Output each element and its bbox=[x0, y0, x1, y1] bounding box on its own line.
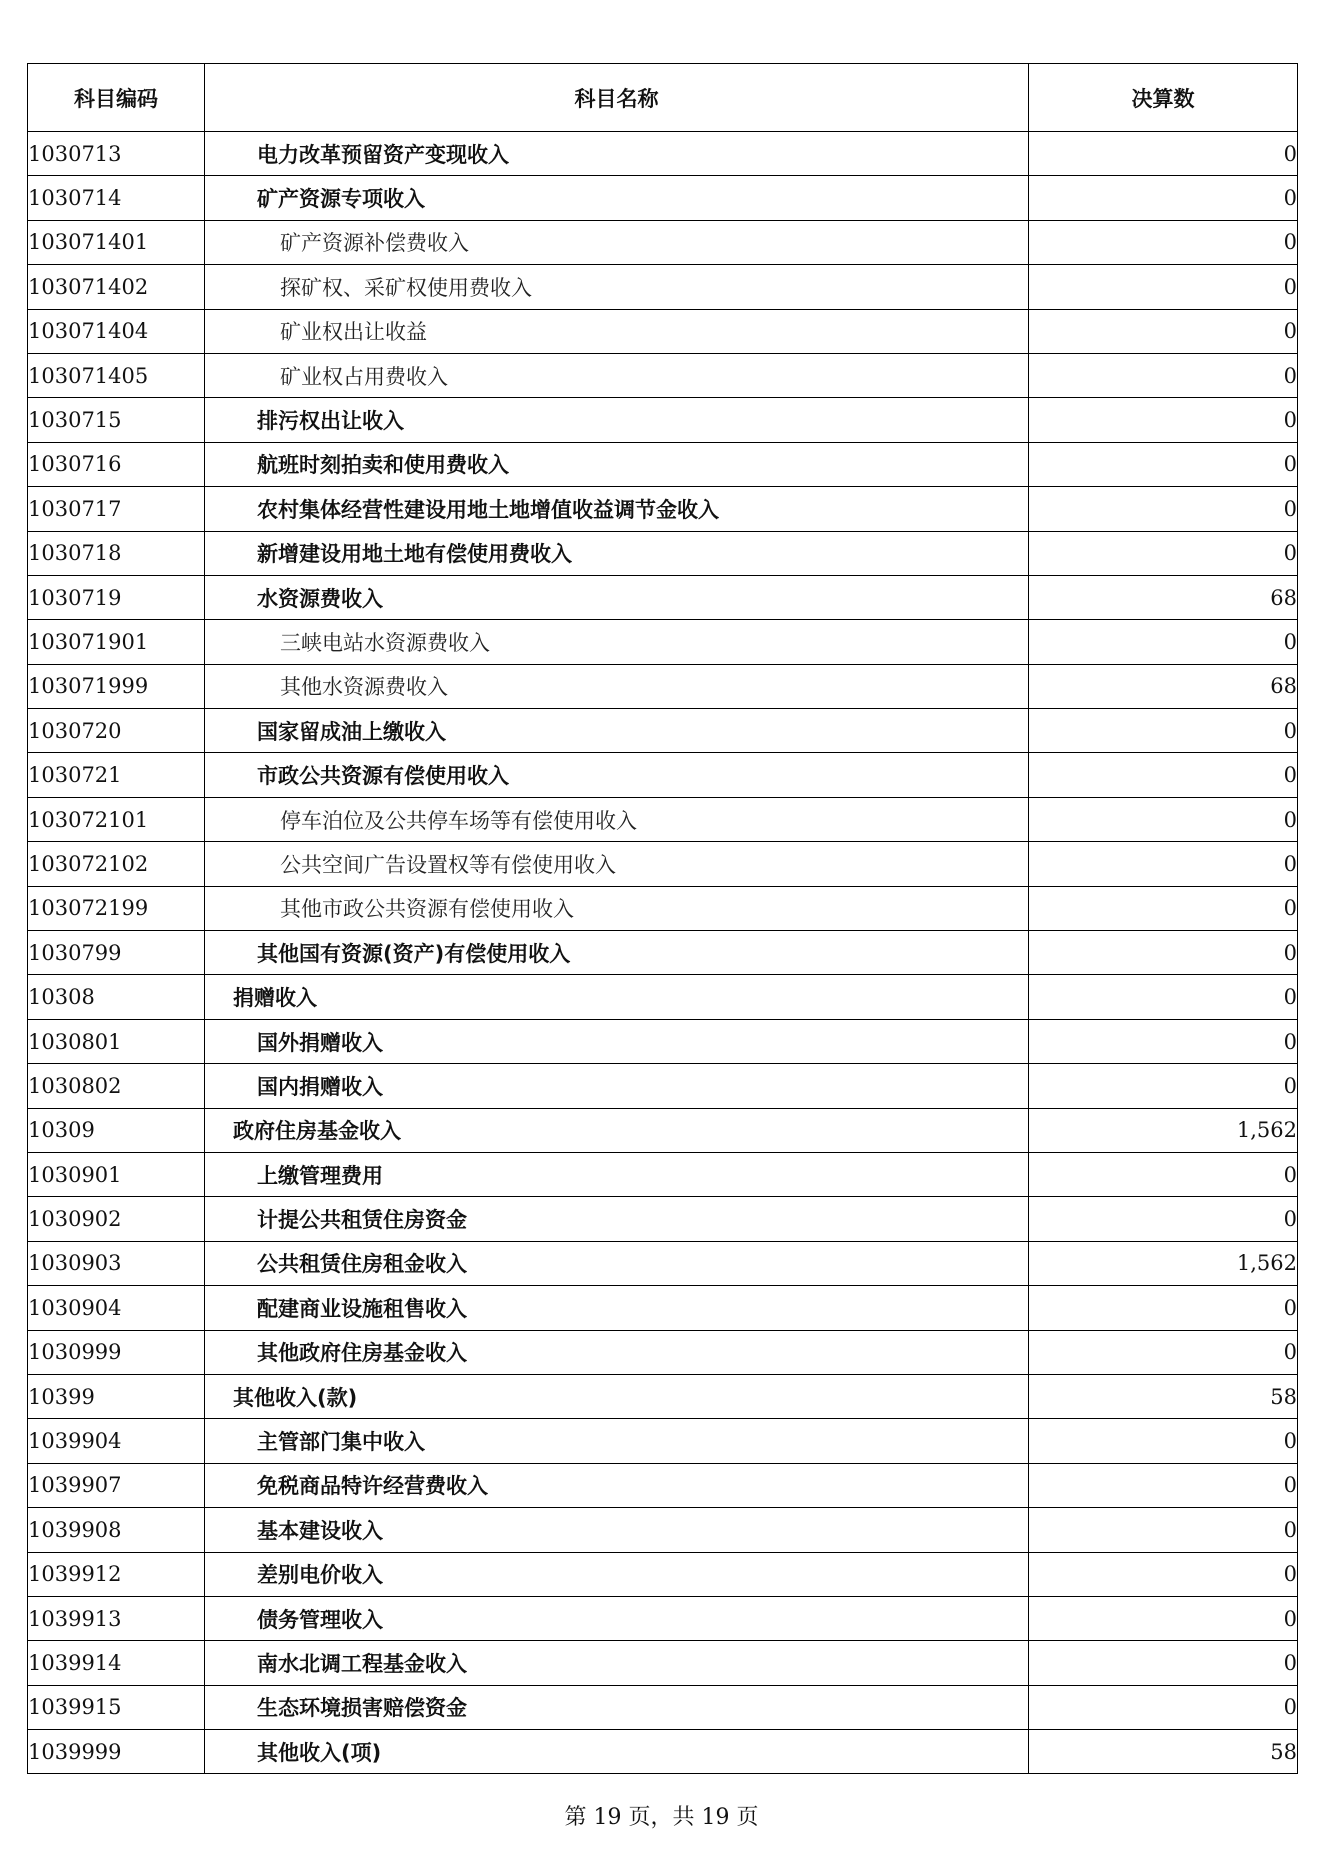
table-row bbox=[28, 709, 1298, 753]
subject-code: 1030904 bbox=[28, 1286, 205, 1330]
table-row bbox=[28, 886, 1298, 930]
subject-name: 公共空间广告设置权等有偿使用收入 bbox=[205, 842, 1029, 886]
subject-name: 矿业权出让收益 bbox=[205, 309, 1029, 353]
subject-name: 农村集体经营性建设用地土地增值收益调节金收入 bbox=[205, 487, 1029, 531]
final-amount: 0 bbox=[1029, 1019, 1298, 1063]
final-amount: 0 bbox=[1029, 398, 1298, 442]
table-row bbox=[28, 1508, 1298, 1552]
subject-code: 1030799 bbox=[28, 931, 205, 975]
final-amount: 0 bbox=[1029, 797, 1298, 841]
subject-code: 1039915 bbox=[28, 1685, 205, 1729]
final-amount: 0 bbox=[1029, 309, 1298, 353]
budget-table bbox=[27, 63, 1298, 1774]
subject-code: 1030999 bbox=[28, 1330, 205, 1374]
table-row bbox=[28, 842, 1298, 886]
table-row bbox=[28, 975, 1298, 1019]
table-row bbox=[28, 1641, 1298, 1685]
table-row bbox=[28, 176, 1298, 220]
table-row bbox=[28, 664, 1298, 708]
final-amount: 0 bbox=[1029, 1463, 1298, 1507]
final-amount: 0 bbox=[1029, 176, 1298, 220]
final-amount: 0 bbox=[1029, 709, 1298, 753]
subject-code: 103071401 bbox=[28, 220, 205, 264]
table-row bbox=[28, 1108, 1298, 1152]
final-amount: 0 bbox=[1029, 487, 1298, 531]
subject-name: 差别电价收入 bbox=[205, 1552, 1029, 1596]
final-amount: 0 bbox=[1029, 531, 1298, 575]
header-row bbox=[28, 64, 1298, 132]
subject-name: 其他收入(项) bbox=[205, 1730, 1029, 1774]
subject-name: 矿产资源专项收入 bbox=[205, 176, 1029, 220]
subject-code: 1030714 bbox=[28, 176, 205, 220]
final-amount: 0 bbox=[1029, 1596, 1298, 1640]
subject-code: 1030716 bbox=[28, 442, 205, 486]
final-amount: 0 bbox=[1029, 1508, 1298, 1552]
table-row bbox=[28, 1241, 1298, 1285]
table-row bbox=[28, 753, 1298, 797]
final-amount: 0 bbox=[1029, 353, 1298, 397]
subject-name: 三峡电站水资源费收入 bbox=[205, 620, 1029, 664]
subject-name: 政府住房基金收入 bbox=[205, 1108, 1029, 1152]
table-row bbox=[28, 1152, 1298, 1196]
table-row bbox=[28, 1197, 1298, 1241]
subject-code: 10309 bbox=[28, 1108, 205, 1152]
final-amount: 0 bbox=[1029, 842, 1298, 886]
subject-name: 国外捐赠收入 bbox=[205, 1019, 1029, 1063]
subject-name: 其他收入(款) bbox=[205, 1374, 1029, 1418]
table-row bbox=[28, 1596, 1298, 1640]
table-row bbox=[28, 309, 1298, 353]
subject-name: 停车泊位及公共停车场等有偿使用收入 bbox=[205, 797, 1029, 841]
subject-name: 矿业权占用费收入 bbox=[205, 353, 1029, 397]
table-row bbox=[28, 1552, 1298, 1596]
final-amount: 0 bbox=[1029, 1330, 1298, 1374]
final-amount: 68 bbox=[1029, 664, 1298, 708]
table-row bbox=[28, 353, 1298, 397]
table-row bbox=[28, 1419, 1298, 1463]
final-amount: 58 bbox=[1029, 1730, 1298, 1774]
subject-code: 1030901 bbox=[28, 1152, 205, 1196]
subject-name: 债务管理收入 bbox=[205, 1596, 1029, 1640]
table-row bbox=[28, 1064, 1298, 1108]
subject-code: 10399 bbox=[28, 1374, 205, 1418]
subject-code: 1030802 bbox=[28, 1064, 205, 1108]
subject-code: 1030717 bbox=[28, 487, 205, 531]
subject-code: 1039999 bbox=[28, 1730, 205, 1774]
final-amount: 0 bbox=[1029, 975, 1298, 1019]
subject-code: 1039913 bbox=[28, 1596, 205, 1640]
final-amount: 0 bbox=[1029, 1641, 1298, 1685]
subject-code: 103071901 bbox=[28, 620, 205, 664]
table-row bbox=[28, 931, 1298, 975]
final-amount: 0 bbox=[1029, 886, 1298, 930]
table-row bbox=[28, 220, 1298, 264]
subject-name: 国内捐赠收入 bbox=[205, 1064, 1029, 1108]
final-amount: 1,562 bbox=[1029, 1241, 1298, 1285]
subject-name: 水资源费收入 bbox=[205, 575, 1029, 619]
subject-code: 103071404 bbox=[28, 309, 205, 353]
subject-code: 1039914 bbox=[28, 1641, 205, 1685]
final-amount: 0 bbox=[1029, 265, 1298, 309]
final-amount: 0 bbox=[1029, 620, 1298, 664]
subject-name: 主管部门集中收入 bbox=[205, 1419, 1029, 1463]
subject-name: 免税商品特许经营费收入 bbox=[205, 1463, 1029, 1507]
table-row bbox=[28, 132, 1298, 176]
subject-code: 103072101 bbox=[28, 797, 205, 841]
table-row bbox=[28, 1374, 1298, 1418]
subject-name: 计提公共租赁住房资金 bbox=[205, 1197, 1029, 1241]
table-row bbox=[28, 487, 1298, 531]
final-amount: 58 bbox=[1029, 1374, 1298, 1418]
subject-code: 1030715 bbox=[28, 398, 205, 442]
final-amount: 0 bbox=[1029, 1064, 1298, 1108]
table-row bbox=[28, 531, 1298, 575]
subject-name: 基本建设收入 bbox=[205, 1508, 1029, 1552]
final-amount: 0 bbox=[1029, 1685, 1298, 1729]
final-amount: 1,562 bbox=[1029, 1108, 1298, 1152]
final-amount: 0 bbox=[1029, 132, 1298, 176]
subject-name: 公共租赁住房租金收入 bbox=[205, 1241, 1029, 1285]
subject-code: 1030801 bbox=[28, 1019, 205, 1063]
table-row bbox=[28, 1019, 1298, 1063]
table-row bbox=[28, 797, 1298, 841]
subject-code: 1039904 bbox=[28, 1419, 205, 1463]
final-amount: 0 bbox=[1029, 1197, 1298, 1241]
subject-code: 1030721 bbox=[28, 753, 205, 797]
subject-code: 103071405 bbox=[28, 353, 205, 397]
subject-code: 1039908 bbox=[28, 1508, 205, 1552]
subject-name: 其他国有资源(资产)有偿使用收入 bbox=[205, 931, 1029, 975]
final-amount: 0 bbox=[1029, 1286, 1298, 1330]
final-amount: 0 bbox=[1029, 1152, 1298, 1196]
table-row bbox=[28, 1730, 1298, 1774]
table-body bbox=[28, 132, 1298, 1774]
table-row bbox=[28, 398, 1298, 442]
subject-name: 电力改革预留资产变现收入 bbox=[205, 132, 1029, 176]
table-row bbox=[28, 1330, 1298, 1374]
subject-code: 103071999 bbox=[28, 664, 205, 708]
subject-name: 南水北调工程基金收入 bbox=[205, 1641, 1029, 1685]
subject-code: 103072199 bbox=[28, 886, 205, 930]
table-row bbox=[28, 1463, 1298, 1507]
table-row bbox=[28, 442, 1298, 486]
subject-name: 上缴管理费用 bbox=[205, 1152, 1029, 1196]
subject-name: 航班时刻拍卖和使用费收入 bbox=[205, 442, 1029, 486]
subject-code: 1030718 bbox=[28, 531, 205, 575]
subject-code: 103072102 bbox=[28, 842, 205, 886]
page-number: 第 19 页，共 19 页 bbox=[564, 1805, 759, 1830]
subject-code: 1039907 bbox=[28, 1463, 205, 1507]
subject-code: 1030720 bbox=[28, 709, 205, 753]
header-name: 科目名称 bbox=[205, 64, 1029, 132]
final-amount: 0 bbox=[1029, 753, 1298, 797]
subject-name: 市政公共资源有偿使用收入 bbox=[205, 753, 1029, 797]
subject-name: 其他市政公共资源有偿使用收入 bbox=[205, 886, 1029, 930]
subject-name: 新增建设用地土地有偿使用费收入 bbox=[205, 531, 1029, 575]
table-row bbox=[28, 575, 1298, 619]
subject-code: 1030713 bbox=[28, 132, 205, 176]
table-row bbox=[28, 1685, 1298, 1729]
subject-name: 探矿权、采矿权使用费收入 bbox=[205, 265, 1029, 309]
subject-name: 其他水资源费收入 bbox=[205, 664, 1029, 708]
final-amount: 0 bbox=[1029, 931, 1298, 975]
header-code: 科目编码 bbox=[28, 64, 205, 132]
subject-name: 排污权出让收入 bbox=[205, 398, 1029, 442]
subject-name: 其他政府住房基金收入 bbox=[205, 1330, 1029, 1374]
final-amount: 0 bbox=[1029, 442, 1298, 486]
subject-code: 1030903 bbox=[28, 1241, 205, 1285]
subject-code: 1030719 bbox=[28, 575, 205, 619]
subject-name: 配建商业设施租售收入 bbox=[205, 1286, 1029, 1330]
subject-name: 矿产资源补偿费收入 bbox=[205, 220, 1029, 264]
table-row bbox=[28, 265, 1298, 309]
subject-code: 103071402 bbox=[28, 265, 205, 309]
header-amount: 决算数 bbox=[1029, 64, 1298, 132]
table-row bbox=[28, 1286, 1298, 1330]
subject-code: 1030902 bbox=[28, 1197, 205, 1241]
final-amount: 68 bbox=[1029, 575, 1298, 619]
subject-code: 10308 bbox=[28, 975, 205, 1019]
final-amount: 0 bbox=[1029, 1419, 1298, 1463]
subject-name: 捐赠收入 bbox=[205, 975, 1029, 1019]
final-amount: 0 bbox=[1029, 1552, 1298, 1596]
final-amount: 0 bbox=[1029, 220, 1298, 264]
subject-name: 国家留成油上缴收入 bbox=[205, 709, 1029, 753]
subject-name: 生态环境损害赔偿资金 bbox=[205, 1685, 1029, 1729]
subject-code: 1039912 bbox=[28, 1552, 205, 1596]
table-row bbox=[28, 620, 1298, 664]
